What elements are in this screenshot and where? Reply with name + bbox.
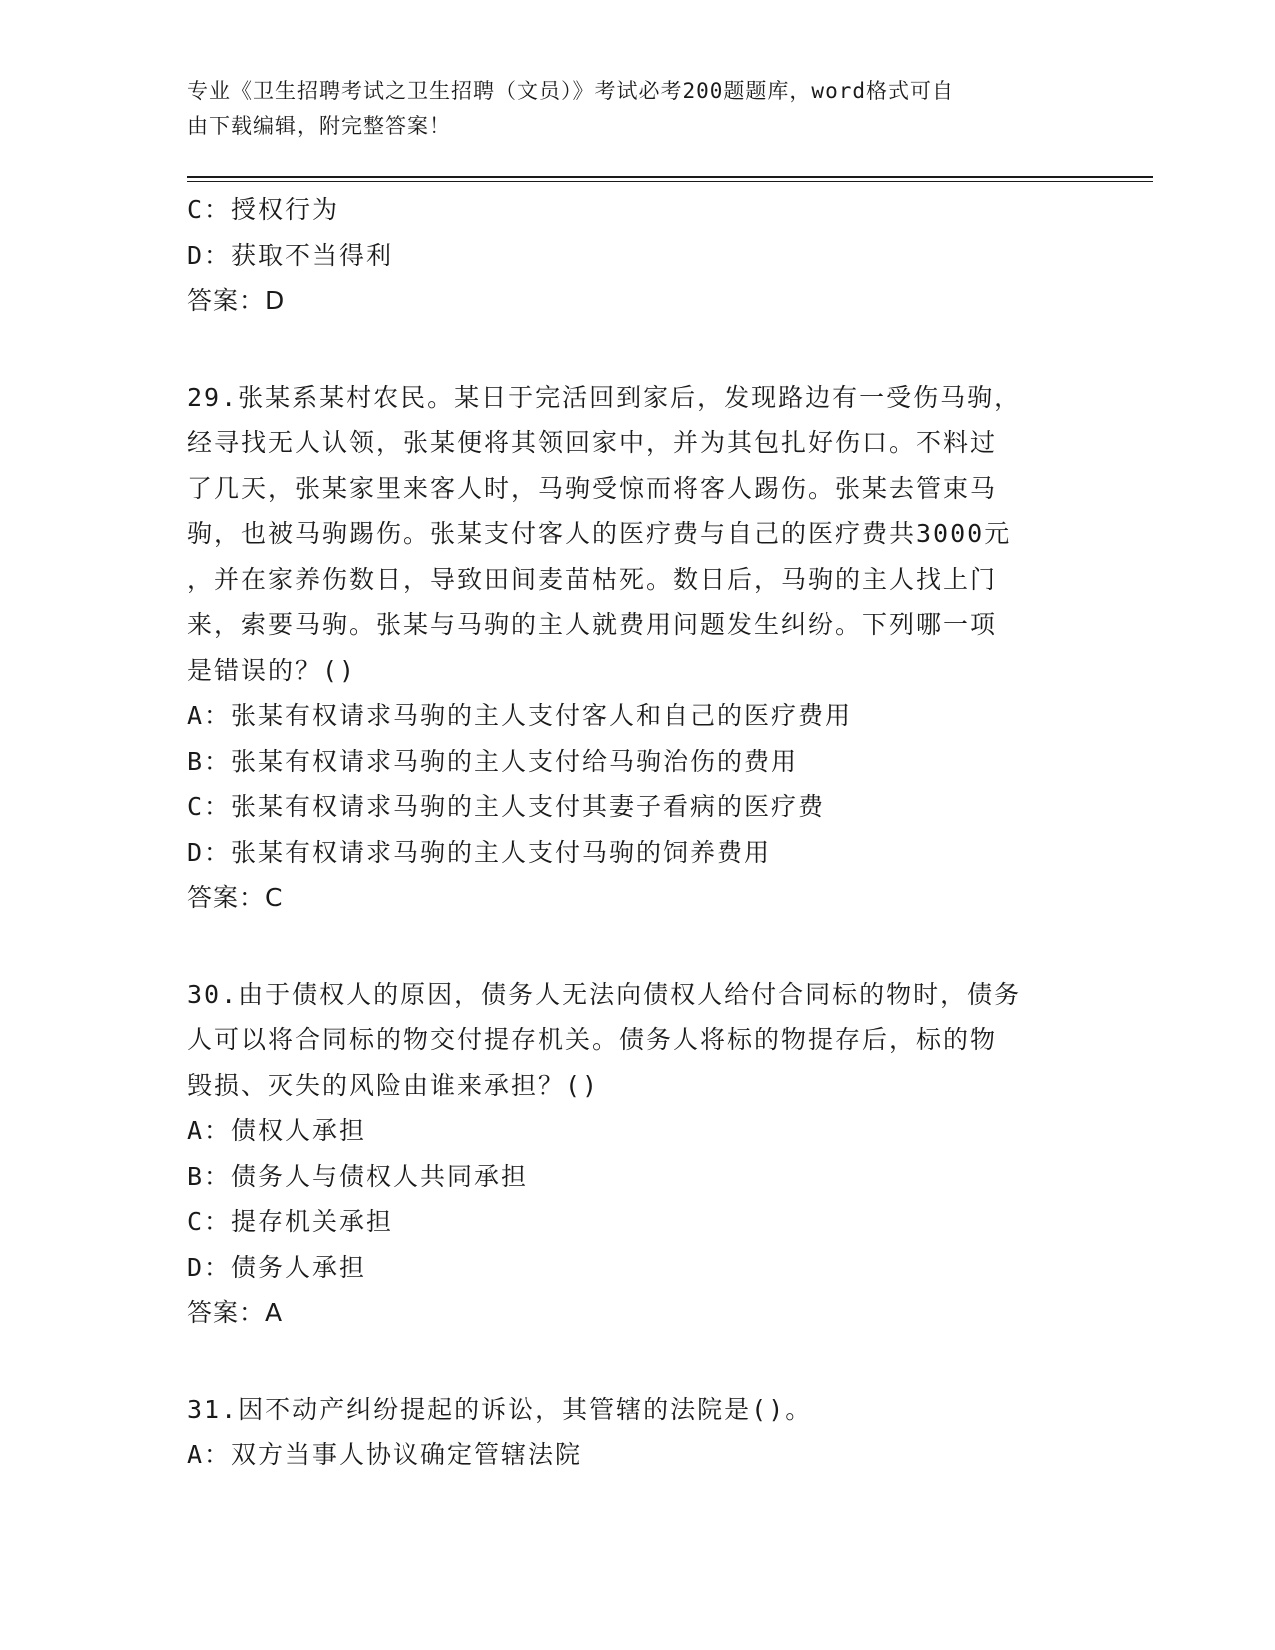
- question-29-line-7: 是错误的？(): [187, 655, 357, 685]
- question-29-option-c: C：张某有权请求马驹的主人支付其妻子看病的医疗费: [187, 792, 826, 821]
- question-30-line-1: 30.由于债权人的原因，债务人无法向债权人给付合同标的物时，债务: [187, 979, 1022, 1009]
- question-29-answer: 答案：C: [187, 883, 284, 912]
- document-header: [187, 74, 1067, 144]
- question-29: [187, 375, 1087, 921]
- question-31: [187, 1387, 1087, 1478]
- header-line-2: 由下载编辑，附完整答案！: [187, 114, 451, 138]
- question-30-line-3: 毁损、灭失的风险由谁来承担？(): [187, 1070, 600, 1100]
- question-29-line-2: 经寻找无人认领，张某便将其领回家中，并为其包扎好伤口。不料过: [187, 428, 998, 457]
- question-29-line-1: 29.张某系某村农民。某日于完活回到家后，发现路边有一受伤马驹，: [187, 382, 1022, 412]
- question-30-option-c: C：提存机关承担: [187, 1207, 394, 1236]
- carryover-block: [187, 187, 1087, 324]
- question-30: [187, 972, 1087, 1336]
- option-c: C：授权行为: [187, 195, 340, 224]
- answer-label: 答案：D: [187, 286, 286, 315]
- header-line-1: 专业《卫生招聘考试之卫生招聘（文员）》考试必考200题题库，word格式可自: [187, 79, 954, 103]
- question-31-line-1: 31.因不动产纠纷提起的诉讼，其管辖的法院是()。: [187, 1394, 813, 1424]
- question-content: [187, 187, 1087, 1478]
- question-29-line-4: 驹，也被马驹踢伤。张某支付客人的医疗费与自己的医疗费共3000元: [187, 519, 1012, 548]
- header-divider-thick: [187, 176, 1153, 178]
- question-30-option-a: A：债权人承担: [187, 1116, 367, 1145]
- spacer: [187, 324, 1087, 375]
- question-30-option-b: B：债务人与债权人共同承担: [187, 1161, 529, 1191]
- spacer: [187, 1336, 1087, 1387]
- option-d: D：获取不当得利: [187, 240, 394, 270]
- question-29-option-d: D：张某有权请求马驹的主人支付马驹的饲养费用: [187, 837, 772, 867]
- question-30-line-2: 人可以将合同标的物交付提存机关。债务人将标的物提存后，标的物: [187, 1025, 998, 1054]
- question-29-option-b: B：张某有权请求马驹的主人支付给马驹治伤的费用: [187, 746, 799, 776]
- question-29-option-a: A：张某有权请求马驹的主人支付客人和自己的医疗费用: [187, 701, 853, 730]
- spacer: [187, 921, 1087, 972]
- question-31-option-a: A：双方当事人协议确定管辖法院: [187, 1440, 583, 1469]
- header-divider-thin: [187, 181, 1153, 182]
- question-29-line-6: 来，索要马驹。张某与马驹的主人就费用问题发生纠纷。下列哪一项: [187, 610, 998, 639]
- question-30-option-d: D：债务人承担: [187, 1252, 367, 1282]
- question-30-answer: 答案：A: [187, 1298, 284, 1327]
- question-29-line-5: ，并在家养伤数日，导致田间麦苗枯死。数日后，马驹的主人找上门: [187, 564, 998, 594]
- question-29-line-3: 了几天，张某家里来客人时，马驹受惊而将客人踢伤。张某去管束马: [187, 473, 998, 503]
